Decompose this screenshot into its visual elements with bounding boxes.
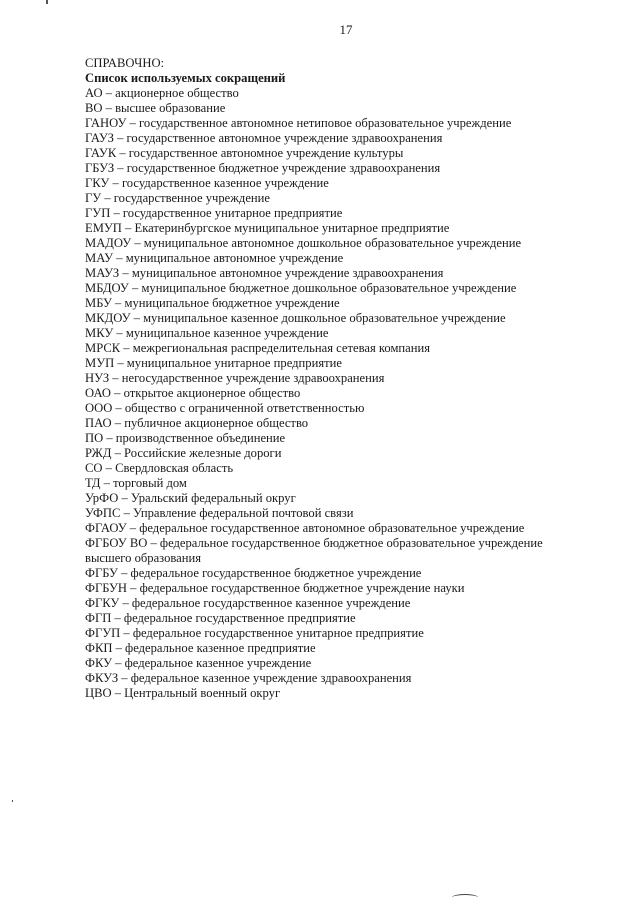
abbreviation-item: МАУ – муниципальное автономное учреждение <box>85 251 344 265</box>
page-number: 17 <box>339 22 353 37</box>
section-label: СПРАВОЧНО: <box>85 56 165 70</box>
section-title: Список используемых сокращений <box>85 71 286 85</box>
abbreviation-item: ГУ – государственное учреждение <box>85 191 270 205</box>
abbreviation-item: МБУ – муниципальное бюджетное учреждение <box>85 296 340 310</box>
abbreviation-item: ОАО – открытое акционерное общество <box>85 386 301 400</box>
abbreviation-item: ФГБОУ ВО – федеральное государственное бюджетное образовательное учреждение высшего образования <box>85 536 543 565</box>
abbreviation-item: ФГУП – федеральное государственное унитарное предприятие <box>85 626 424 640</box>
abbreviations-section <box>85 56 555 701</box>
abbreviation-list <box>85 86 555 701</box>
scan-speck <box>12 800 13 802</box>
abbreviation-item: ФГБУН – федеральное государственное бюджетное учреждение науки <box>85 581 465 595</box>
abbreviation-item: МАУЗ – муниципальное автономное учреждение здравоохранения <box>85 266 444 280</box>
abbreviation-item: НУЗ – негосударственное учреждение здравоохранения <box>85 371 385 385</box>
abbreviation-item: ФКУ – федеральное казенное учреждение <box>85 656 312 670</box>
abbreviation-item: МКУ – муниципальное казенное учреждение <box>85 326 329 340</box>
abbreviation-item: УФПС – Управление федеральной почтовой связи <box>85 506 354 520</box>
abbreviation-item: ГАУЗ – государственное автономное учреждение здравоохранения <box>85 131 443 145</box>
abbreviation-item: ВО – высшее образование <box>85 101 226 115</box>
abbreviation-item: ГКУ – государственное казенное учреждение <box>85 176 329 190</box>
abbreviation-item: РЖД – Российские железные дороги <box>85 446 282 460</box>
abbreviation-item: ООО – общество с ограниченной ответственностью <box>85 401 365 415</box>
abbreviation-item: ЦВО – Центральный военный округ <box>85 686 281 700</box>
abbreviation-item: ПАО – публичное акционерное общество <box>85 416 309 430</box>
abbreviation-item: ФКП – федеральное казенное предприятие <box>85 641 316 655</box>
scan-mark <box>452 894 478 901</box>
scan-speck <box>46 0 48 4</box>
abbreviation-item: УрФО – Уральский федеральный округ <box>85 491 296 505</box>
abbreviation-item: МБДОУ – муниципальное бюджетное дошкольное образовательное учреждение <box>85 281 517 295</box>
abbreviation-item: ФГКУ – федеральное государственное казенное учреждение <box>85 596 411 610</box>
abbreviation-item: СО – Свердловская область <box>85 461 234 475</box>
abbreviation-item: ФГБУ – федеральное государственное бюджетное учреждение <box>85 566 422 580</box>
abbreviation-item: ГУП – государственное унитарное предприятие <box>85 206 343 220</box>
abbreviation-item: ГАНОУ – государственное автономное нетиповое образовательное учреждение <box>85 116 512 130</box>
abbreviation-item: ФГАОУ – федеральное государственное автономное образовательное учреждение <box>85 521 525 535</box>
abbreviation-item: ЕМУП – Екатеринбургское муниципальное унитарное предприятие <box>85 221 450 235</box>
abbreviation-item: МАДОУ – муниципальное автономное дошкольное образовательное учреждение <box>85 236 522 250</box>
abbreviation-item: МУП – муниципальное унитарное предприятие <box>85 356 342 370</box>
abbreviation-item: АО – акционерное общество <box>85 86 239 100</box>
abbreviation-item: ГБУЗ – государственное бюджетное учреждение здравоохранения <box>85 161 441 175</box>
abbreviation-item: МРСК – межрегиональная распределительная сетевая компания <box>85 341 431 355</box>
abbreviation-item: МКДОУ – муниципальное казенное дошкольное образовательное учреждение <box>85 311 506 325</box>
abbreviation-item: ФКУЗ – федеральное казенное учреждение здравоохранения <box>85 671 412 685</box>
abbreviation-item: ГАУК – государственное автономное учреждение культуры <box>85 146 404 160</box>
abbreviation-item: ПО – производственное объединение <box>85 431 286 445</box>
abbreviation-item: ФГП – федеральное государственное предприятие <box>85 611 356 625</box>
abbreviation-item: ТД – торговый дом <box>85 476 187 490</box>
